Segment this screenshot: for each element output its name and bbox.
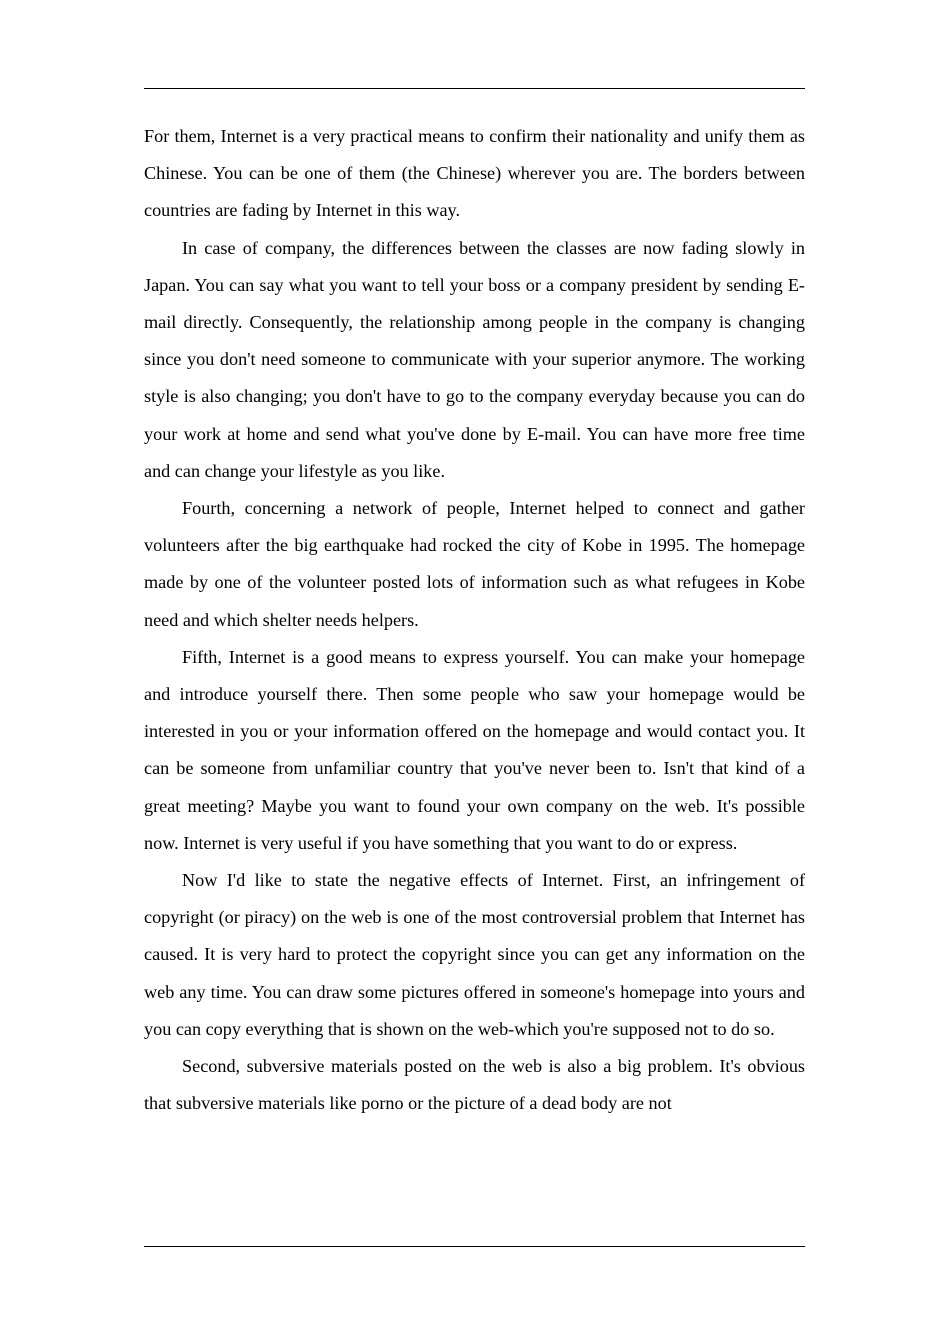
paragraph-4: Fifth, Internet is a good means to express yourself. You can make your homepage and introduce yourself there. Then some people who saw your homepage would be interested in you or your information offered on the homepage and would contact you. It can be someone from unfamiliar country that you've never been to. Isn't that kind of a great meeting? Maybe you want to found your own company on the web. It's possible now. Internet is very useful if you have something that you want to do or express. <box>144 646 805 853</box>
paragraph-3: Fourth, concerning a network of people, Internet helped to connect and gather volunteers after the big earthquake had rocked the city of Kobe in 1995. The homepage made by one of the volunteer posted lots of information such as what refugees in Kobe need and which shelter needs helpers. <box>144 498 805 630</box>
paragraph-2: In case of company, the differences between the classes are now fading slowly in Japan. You can say what you want to tell your boss or a company president by sending E-mail directly. Consequently, the relationship among people in the company is changing since you don't need someone to communicate with your superior anymore. The working style is also changing; you don't have to go to the company everyday because you can do your work at home and send what you've done by E-mail. You can have more free time and can change your lifestyle as you like. <box>144 237 805 481</box>
header-rule <box>144 88 805 89</box>
paragraph-6: Second, subversive materials posted on the web is also a big problem. It's obvious that subversive materials like porno or the picture of a dead body are not <box>144 1056 805 1114</box>
paragraph-5: Now I'd like to state the negative effects of Internet. First, an infringement of copyright (or piracy) on the web is one of the most controversial problem that Internet has caused. It is very hard to protect the copyright since you can get any information on the web any time. You can draw some pictures offered in someone's homepage into yours and you can copy everything that is shown on the web-which you're supposed not to do so. <box>144 870 805 1039</box>
document-body <box>144 118 805 1122</box>
paragraph-1: For them, Internet is a very practical means to confirm their nationality and unify them as Chinese. You can be one of them (the Chinese) wherever you are. The borders between countries are fading by Internet in this way. <box>144 126 805 221</box>
footer-rule <box>144 1246 805 1247</box>
